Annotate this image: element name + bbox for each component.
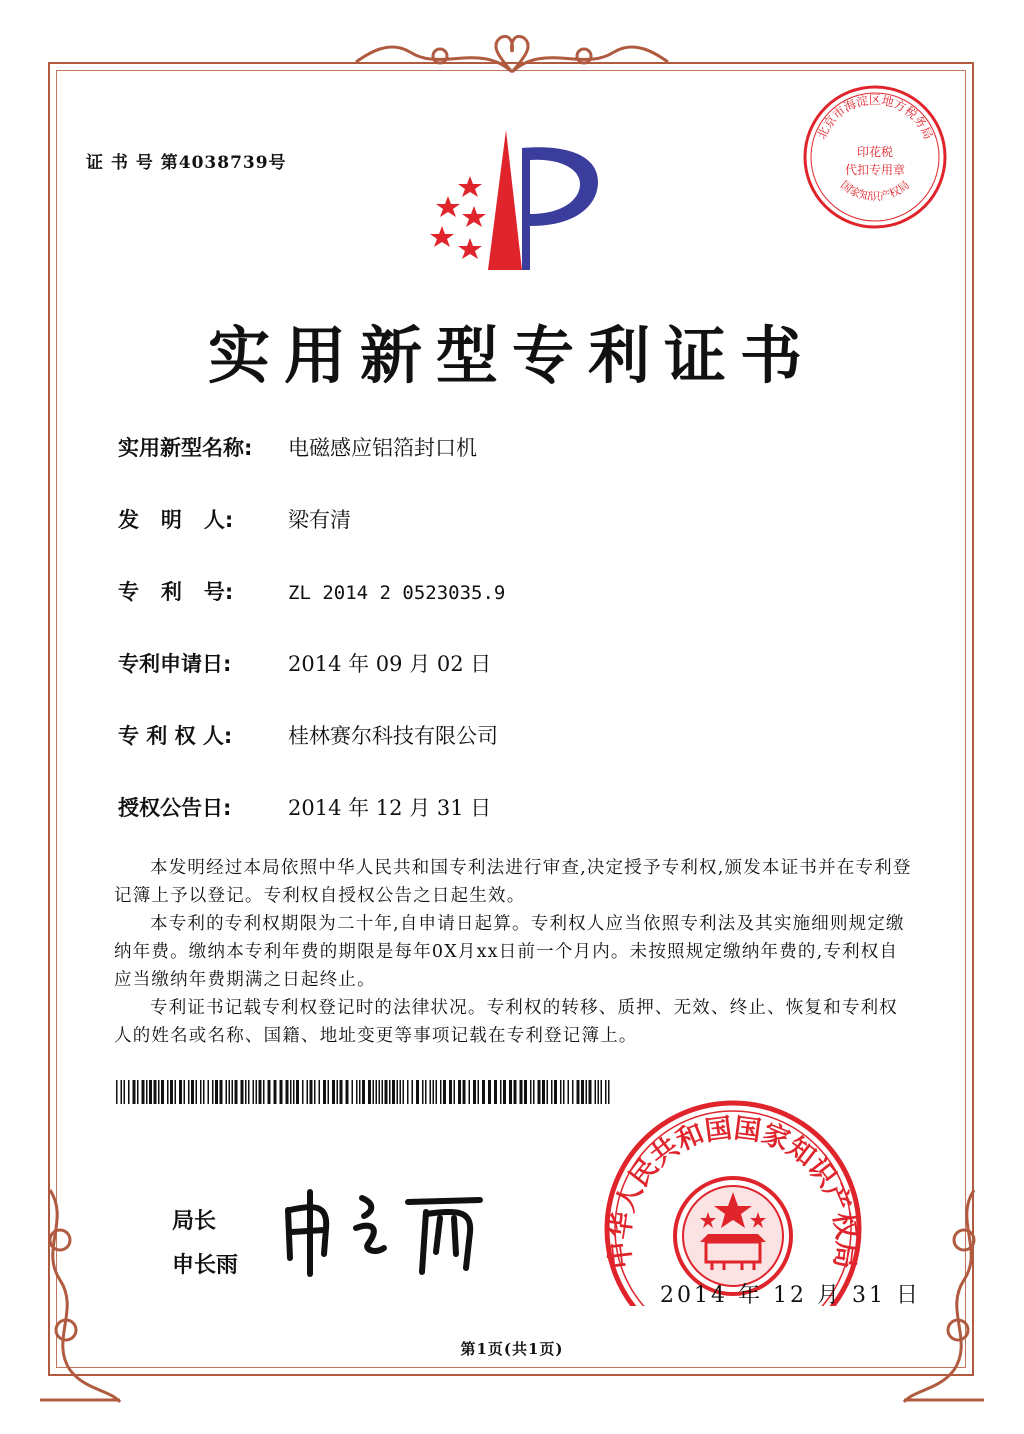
page-number: 第1页(共1页) <box>460 1340 564 1358</box>
barcode-bar <box>232 1080 234 1104</box>
field-label: 专利申请日: <box>118 652 232 676</box>
barcode-bar <box>337 1080 339 1104</box>
barcode-bar <box>137 1080 139 1104</box>
barcode-bar <box>274 1080 277 1104</box>
field-value: 桂林赛尔科技有限公司 <box>288 724 498 748</box>
barcode-bar <box>290 1080 292 1104</box>
barcode-bar <box>212 1080 214 1104</box>
barcode-bar <box>542 1080 545 1104</box>
barcode-bar <box>226 1080 228 1104</box>
barcode-bar <box>433 1080 435 1104</box>
barcode-bar <box>346 1080 349 1104</box>
barcode-bar <box>368 1080 371 1104</box>
field-inventor <box>118 504 351 536</box>
barcode-bar <box>146 1080 148 1104</box>
barcode-bar <box>128 1080 130 1104</box>
svg-text:印花税: 印花税 <box>856 145 894 159</box>
field-grant-date <box>118 792 491 824</box>
certificate-title: 实用新型专利证书 <box>207 319 816 392</box>
barcode-bar <box>170 1080 173 1104</box>
barcode-bar <box>379 1080 381 1104</box>
barcode-bar <box>200 1080 202 1104</box>
barcode-bar <box>149 1080 152 1104</box>
field-patentee <box>118 720 498 752</box>
barcode-bar <box>473 1080 476 1104</box>
barcode-bar <box>400 1080 402 1104</box>
barcode-bar <box>403 1080 405 1104</box>
barcode-bar <box>362 1080 365 1104</box>
barcode-bar <box>500 1080 502 1104</box>
barcode-bar <box>463 1080 466 1104</box>
paragraph: 本发明经过本局依照中华人民共和国专利法进行审查,决定授予专利权,颁发本证书并在专利登记簿上予以登记。专利权自授权公告之日起生效。 <box>114 858 912 906</box>
barcode-bar <box>116 1080 118 1104</box>
barcode-bar <box>478 1080 480 1104</box>
director-signature <box>276 1188 496 1278</box>
barcode-bar <box>328 1080 330 1104</box>
barcode-bar <box>538 1080 541 1104</box>
barcode-bar <box>520 1080 523 1104</box>
barcode-bar <box>524 1080 527 1104</box>
barcode-bar <box>581 1080 584 1104</box>
barcode <box>116 1080 616 1104</box>
barcode-bar <box>533 1080 535 1104</box>
bottom-left-ornament <box>30 1180 130 1410</box>
barcode-bar <box>397 1080 399 1104</box>
barcode-bar <box>598 1080 600 1104</box>
barcode-bar <box>323 1080 326 1104</box>
field-value: ZL 2014 2 0523035.9 <box>288 582 506 604</box>
barcode-bar <box>430 1080 432 1104</box>
barcode-bar <box>332 1080 335 1104</box>
barcode-bar <box>376 1080 378 1104</box>
barcode-bar <box>509 1080 512 1104</box>
field-value: 2014 年 12 月 31 日 <box>288 796 492 820</box>
barcode-bar <box>422 1080 424 1104</box>
field-utility-model-name <box>118 432 477 464</box>
tax-stamp-seal <box>800 82 950 232</box>
field-value: 电磁感应铝箔封口机 <box>288 436 477 460</box>
barcode-bar <box>256 1080 258 1104</box>
barcode-bar <box>215 1080 218 1104</box>
barcode-bar <box>373 1080 375 1104</box>
barcode-bar <box>392 1080 395 1104</box>
barcode-bar <box>296 1080 299 1104</box>
barcode-bar <box>293 1080 295 1104</box>
barcode-bar <box>572 1080 574 1104</box>
barcode-bar <box>235 1080 238 1104</box>
barcode-bar <box>503 1080 506 1104</box>
barcode-bar <box>191 1080 194 1104</box>
barcode-bar <box>248 1080 250 1104</box>
barcode-bar <box>167 1080 169 1104</box>
barcode-bar <box>307 1080 309 1104</box>
director-name: 申长雨 <box>172 1253 239 1278</box>
field-label: 发 明 人: <box>118 508 234 532</box>
barcode-bar <box>142 1080 145 1104</box>
barcode-bar <box>560 1080 562 1104</box>
barcode-bar <box>229 1080 231 1104</box>
barcode-bar <box>443 1080 446 1104</box>
barcode-bar <box>124 1080 126 1104</box>
barcode-bar <box>184 1080 186 1104</box>
barcode-bar <box>259 1080 262 1104</box>
barcode-bar <box>121 1080 123 1104</box>
barcode-bar <box>454 1080 456 1104</box>
barcode-bar <box>449 1080 452 1104</box>
svg-text:中华人民共和国国家知识产权局: 中华人民共和国国家知识产权局 <box>604 1112 862 1271</box>
barcode-bar <box>554 1080 557 1104</box>
barcode-bar <box>494 1080 497 1104</box>
barcode-bar <box>530 1080 532 1104</box>
field-value: 梁有清 <box>288 508 351 532</box>
barcode-bar <box>340 1080 343 1104</box>
barcode-bar <box>389 1080 391 1104</box>
barcode-bar <box>241 1080 244 1104</box>
issue-date: 2014 年 12 月 31 日 <box>660 1283 921 1308</box>
field-label: 实用新型名称: <box>118 436 253 460</box>
barcode-bar <box>179 1080 182 1104</box>
barcode-bar <box>220 1080 223 1104</box>
barcode-bar <box>595 1080 597 1104</box>
barcode-bar <box>547 1080 549 1104</box>
barcode-bar <box>268 1080 271 1104</box>
barcode-bar <box>133 1080 136 1104</box>
field-label: 授权公告日: <box>118 796 232 820</box>
barcode-bar <box>586 1080 588 1104</box>
barcode-bar <box>425 1080 427 1104</box>
barcode-bar <box>359 1080 361 1104</box>
barcode-bar <box>352 1080 354 1104</box>
field-label: 专 利 号: <box>118 580 234 604</box>
barcode-bar <box>577 1080 580 1104</box>
barcode-bar <box>551 1080 553 1104</box>
certificate-number: 证 书 号 第4038739号 <box>86 153 287 173</box>
barcode-bar <box>436 1080 438 1104</box>
barcode-bar <box>310 1080 313 1104</box>
barcode-bar <box>482 1080 485 1104</box>
certificate-body-text <box>114 854 914 1050</box>
barcode-bar <box>488 1080 491 1104</box>
barcode-bar <box>203 1080 205 1104</box>
barcode-bar <box>319 1080 321 1104</box>
barcode-bar <box>469 1080 471 1104</box>
barcode-bar <box>280 1080 283 1104</box>
barcode-bar <box>514 1080 517 1104</box>
barcode-bar <box>208 1080 210 1104</box>
barcode-bar <box>568 1080 570 1104</box>
official-seal <box>600 1096 866 1306</box>
barcode-bar <box>314 1080 316 1104</box>
barcode-bar <box>385 1080 388 1104</box>
barcode-bar <box>154 1080 157 1104</box>
barcode-bar <box>440 1080 442 1104</box>
barcode-bar <box>412 1080 414 1104</box>
field-application-date <box>118 648 491 680</box>
director-title: 局长 <box>172 1209 217 1234</box>
barcode-bar <box>158 1080 160 1104</box>
barcode-bar <box>188 1080 190 1104</box>
svg-text:北京市海淀区地方税务局: 北京市海淀区地方税务局 <box>814 93 936 142</box>
top-ornament <box>350 32 674 78</box>
cnipa-logo <box>418 130 608 280</box>
barcode-bar <box>563 1080 565 1104</box>
barcode-bar <box>589 1080 592 1104</box>
barcode-bar <box>458 1080 461 1104</box>
svg-text:国家知识产权局: 国家知识产权局 <box>838 178 912 204</box>
barcode-bar <box>416 1080 419 1104</box>
barcode-bar <box>407 1080 409 1104</box>
barcode-bar <box>382 1080 384 1104</box>
barcode-bar <box>253 1080 255 1104</box>
svg-text:代扣专用章: 代扣专用章 <box>844 163 906 177</box>
barcode-bar <box>196 1080 198 1104</box>
barcode-bar <box>286 1080 289 1104</box>
paragraph: 专利证书记载专利权登记时的法律状况。专利权的转移、质押、无效、终止、恢复和专利权人的姓名或名称、国籍、地址变更等事项记载在专利登记簿上。 <box>114 998 898 1046</box>
field-label: 专 利 权 人: <box>118 724 233 748</box>
barcode-bar <box>302 1080 304 1104</box>
barcode-bar <box>175 1080 177 1104</box>
field-value: 2014 年 09 月 02 日 <box>288 652 492 676</box>
barcode-bar <box>263 1080 265 1104</box>
barcode-bar <box>245 1080 247 1104</box>
paragraph: 本专利的专利权期限为二十年,自申请日起算。专利权人应当依照专利法及其实施细则规定缴纳年费。缴纳本专利年费的期限是每年0X月xx日前一个月内。未按照规定缴纳年费的,专利权自应当缴纳年费期满之日起终止。 <box>114 914 905 990</box>
field-patent-number <box>118 576 505 608</box>
barcode-bar <box>356 1080 358 1104</box>
barcode-bar <box>161 1080 164 1104</box>
